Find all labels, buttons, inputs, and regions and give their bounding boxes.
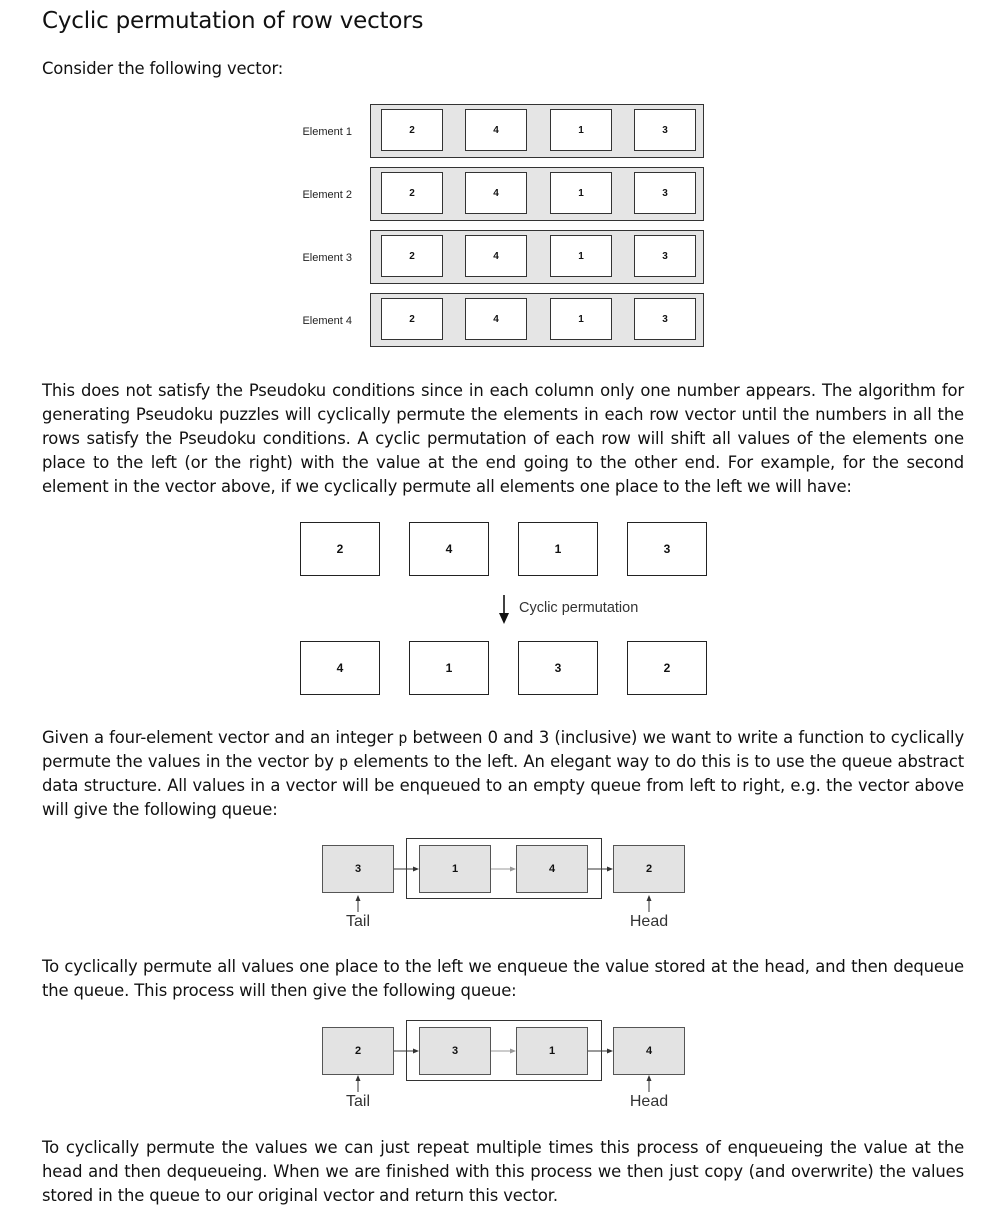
after-cell: 1: [409, 641, 489, 695]
vector-cell: 2: [381, 298, 443, 340]
vector-cell: 3: [634, 172, 696, 214]
before-cell: 4: [409, 522, 489, 576]
before-cell: 1: [518, 522, 598, 576]
vector-cell: 2: [381, 109, 443, 151]
vector-cell: 1: [550, 109, 612, 151]
element-label: Element 1: [302, 126, 352, 138]
vector-cell: 2: [381, 235, 443, 277]
vector-cell: 4: [465, 298, 527, 340]
queue-intro-paragraph: Given a four-element vector and an integer p between 0 and 3 (inclusive) we want to write a function to cyclically permute the values in the vector by p elements to the left. An elegant way to do this is to use the queue abstract data structure. All values in a vector will be enqueued to an empty queue from left to right, e.g. the vector above will give the following queue:: [42, 728, 964, 819]
before-cell: 2: [300, 522, 380, 576]
queue-tail-node: 2: [322, 1027, 394, 1075]
tail-label: Tail: [345, 1093, 370, 1110]
after-cell: 2: [627, 641, 707, 695]
queue-node: 4: [516, 845, 588, 893]
queue-head-node: 2: [613, 845, 685, 893]
permutation-label: Cyclic permutation: [519, 600, 639, 616]
enqueue-paragraph: To cyclically permute all values one place to the left we enqueue the value stored at the head, and then dequeue the queue. This process will then give the following queue:: [42, 957, 964, 1000]
element-label: Element 3: [302, 252, 352, 264]
head-label: Head: [629, 913, 669, 930]
element-label: Element 4: [302, 315, 352, 327]
explanation-paragraph: This does not satisfy the Pseudoku conditions since in each column only one number appears. The algorithm for generating Pseudoku puzzles will cyclically permute the elements in each row vector until the numbers in all the rows satisfy the Pseudoku conditions. A cyclic permutation of each row will shift all values of the elements one place to the left (or the right) with the value at the end going to the other end. For example, for the second element in the vector above, if we cyclically permute all elements one place to the left we will have:: [42, 381, 964, 496]
vector-cell: 1: [550, 298, 612, 340]
vector-cell: 4: [465, 109, 527, 151]
vector-cell: 4: [465, 235, 527, 277]
vector-cell: 3: [634, 298, 696, 340]
vector-cell: 3: [634, 235, 696, 277]
head-label: Head: [629, 1093, 669, 1110]
vector-cell: 1: [550, 172, 612, 214]
variable-p: p: [339, 753, 349, 771]
before-cell: 3: [627, 522, 707, 576]
vector-cell: 4: [465, 172, 527, 214]
after-cell: 4: [300, 641, 380, 695]
variable-p: p: [398, 729, 408, 747]
queue-node: 1: [516, 1027, 588, 1075]
after-cell: 3: [518, 641, 598, 695]
vector-cell: 1: [550, 235, 612, 277]
queue-tail-node: 3: [322, 845, 394, 893]
element-label: Element 2: [302, 189, 352, 201]
vector-cell: 3: [634, 109, 696, 151]
vector-cell: 2: [381, 172, 443, 214]
queue-head-node: 4: [613, 1027, 685, 1075]
intro-text: Consider the following vector:: [42, 59, 284, 78]
conclusion-paragraph: To cyclically permute the values we can just repeat multiple times this process of enqueueing the value at the head and then dequeueing. When we are finished with this process we then just copy (and overwrite) the values stored in the queue to our original vector and return this vector.: [42, 1138, 964, 1205]
page-title: Cyclic permutation of row vectors: [42, 8, 424, 34]
tail-label: Tail: [345, 913, 370, 930]
queue-node: 3: [419, 1027, 491, 1075]
queue-node: 1: [419, 845, 491, 893]
